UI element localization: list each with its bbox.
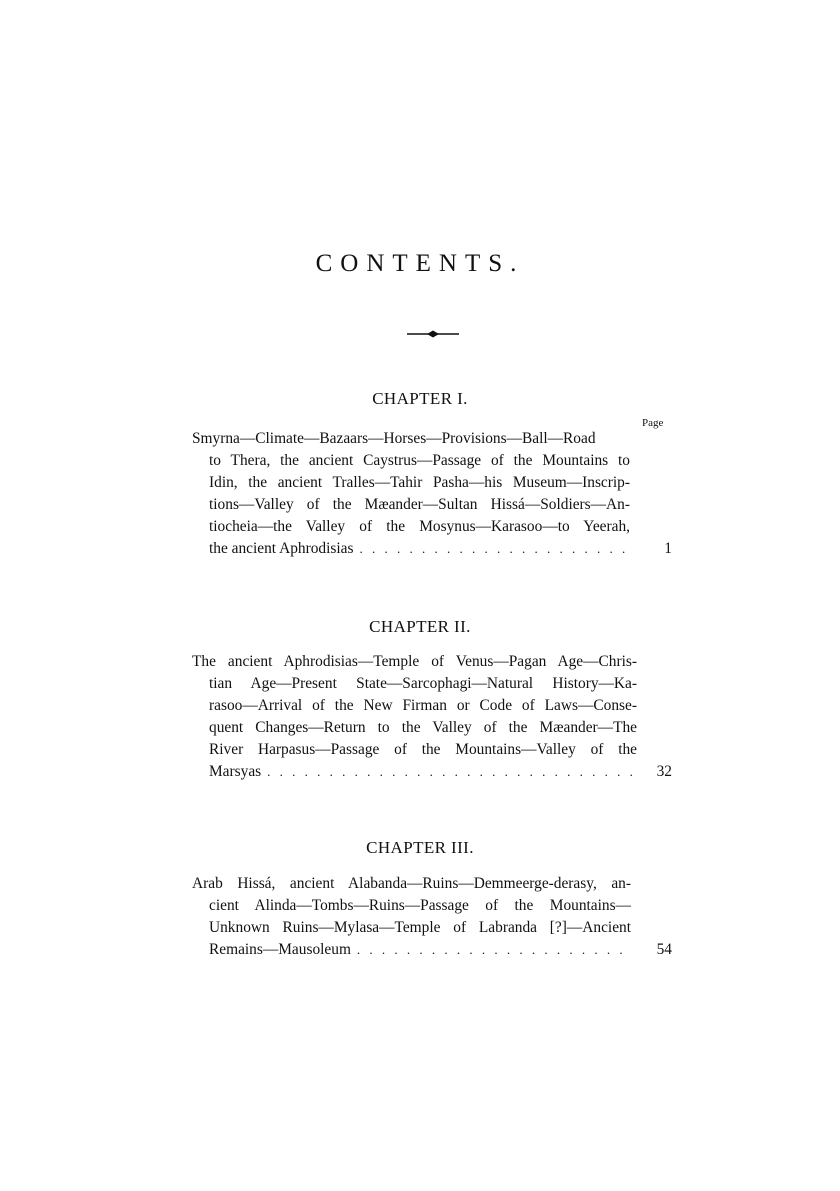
chapter-3-heading: CHAPTER III.	[366, 838, 474, 857]
chapter-1-page-number: 1	[664, 540, 672, 557]
chapter-2-heading: CHAPTER II.	[369, 617, 471, 636]
chapter-1-line-2: to Thera, the ancient Caystrus—Passage of the Mountains to	[209, 452, 630, 469]
chapter-2-line-5: River Harpasus—Passage of the Mountains—Valley of the	[209, 741, 637, 758]
contents-title: CONTENTS.	[315, 250, 525, 277]
chapter-1-line-1: Smyrna—Climate—Bazaars—Horses—Provisions—Ball—Road	[192, 430, 596, 447]
leader-dots	[357, 939, 632, 961]
page-column-label: Page	[642, 417, 664, 429]
chapter-1-line-6: the ancient Aphrodisias	[209, 540, 354, 557]
chapter-2-line-3: rasoo—Arrival of the New Firman or Code of Laws—Conse-	[209, 697, 637, 714]
chapter-2-line-6: Marsyas	[209, 763, 262, 780]
chapter-3-line-1: Arab Hissá, ancient Alabanda—Ruins—Demmeerge-derasy, an-	[192, 875, 631, 892]
leader-dots	[267, 761, 632, 783]
chapter-1-line-4: tions—Valley of the Mæander—Sultan Hissá—Soldiers—An-	[209, 496, 630, 513]
chapter-2-line-4: quent Changes—Return to the Valley of the Mæander—The	[209, 719, 637, 736]
chapter-1-summary	[192, 428, 672, 560]
chapter-2-page-number: 32	[656, 763, 672, 780]
chapter-2-line-1: The ancient Aphrodisias—Temple of Venus—Pagan Age—Chris-	[192, 653, 637, 670]
chapter-2-summary	[192, 651, 672, 783]
ornament-divider	[407, 327, 459, 341]
chapter-2-line-2: tian Age—Present State—Sarcophagi—Natural History—Ka-	[209, 675, 637, 692]
chapter-3-last-line	[192, 939, 672, 961]
chapter-3-line-2: cient Alinda—Tombs—Ruins—Passage of the Mountains—	[209, 897, 631, 914]
chapter-1-line-3: Idin, the ancient Tralles—Tahir Pasha—his Museum—Inscrip-	[209, 474, 630, 491]
chapter-3-summary	[192, 873, 672, 961]
chapter-1-heading: CHAPTER I.	[372, 389, 468, 408]
chapter-1-line-5: tiocheia—the Valley of the Mosynus—Karasoo—to Yeerah,	[209, 518, 630, 535]
chapter-2-last-line	[192, 761, 672, 783]
chapter-1-last-line	[192, 538, 672, 560]
chapter-3-line-4: Remains—Mausoleum	[209, 941, 351, 958]
chapter-3-page-number: 54	[656, 941, 672, 958]
leader-dots	[359, 538, 632, 560]
chapter-3-line-3: Unknown Ruins—Mylasa—Temple of Labranda [?]—Ancient	[209, 919, 631, 936]
